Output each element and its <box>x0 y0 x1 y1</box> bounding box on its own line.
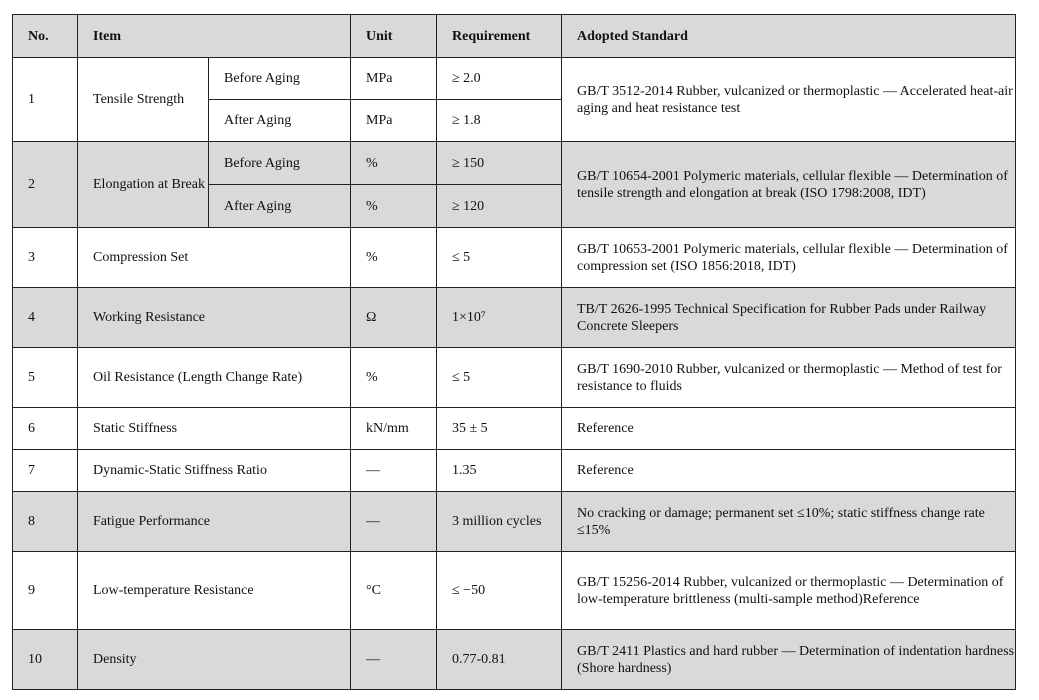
row-unit: % <box>351 185 437 228</box>
row-item: Low-temperature Resistance <box>78 552 351 630</box>
row-item: Working Resistance <box>78 288 351 348</box>
row-unit: MPa <box>351 100 437 142</box>
row-standard: GB/T 2411 Plastics and hard rubber — Determination of indentation hardness (Shore hardness) <box>562 630 1016 690</box>
table-row <box>13 492 1016 552</box>
row-item: Static Stiffness <box>78 408 351 450</box>
table-row <box>13 630 1016 690</box>
row-no: 3 <box>13 228 78 288</box>
row-unit: % <box>351 348 437 408</box>
row-item: Fatigue Performance <box>78 492 351 552</box>
row-standard: GB/T 1690-2010 Rubber, vulcanized or thermoplastic — Method of test for resistance to fluids <box>562 348 1016 408</box>
row-standard: Reference <box>562 450 1016 492</box>
table-row <box>13 228 1016 288</box>
row-requirement: ≥ 1.8 <box>437 100 562 142</box>
row-no: 6 <box>13 408 78 450</box>
row-requirement: 0.77-0.81 <box>437 630 562 690</box>
row-unit: °C <box>351 552 437 630</box>
row-unit: % <box>351 228 437 288</box>
row-no: 10 <box>13 630 78 690</box>
row-requirement: ≥ 2.0 <box>437 58 562 100</box>
row-requirement: 3 million cycles <box>437 492 562 552</box>
row-no: 9 <box>13 552 78 630</box>
standards-table <box>12 14 1016 690</box>
table-row <box>13 58 1016 100</box>
row-no: 7 <box>13 450 78 492</box>
row-requirement: 35 ± 5 <box>437 408 562 450</box>
row-unit: MPa <box>351 58 437 100</box>
row-no: 8 <box>13 492 78 552</box>
row-requirement: ≤ 5 <box>437 228 562 288</box>
table-row <box>13 408 1016 450</box>
row-subitem: After Aging <box>209 185 351 228</box>
row-unit: Ω <box>351 288 437 348</box>
row-item: Oil Resistance (Length Change Rate) <box>78 348 351 408</box>
row-standard: TB/T 2626-1995 Technical Specification for Rubber Pads under Railway Concrete Sleepers <box>562 288 1016 348</box>
row-standard: No cracking or damage; permanent set ≤10%; static stiffness change rate ≤15% <box>562 492 1016 552</box>
header-unit: Unit <box>351 15 437 58</box>
row-item: Tensile Strength <box>78 58 209 142</box>
table-row <box>13 450 1016 492</box>
row-requirement: ≤ −50 <box>437 552 562 630</box>
row-standard: GB/T 10654-2001 Polymeric materials, cellular flexible — Determination of tensile strength and elongation at break (ISO 1798:2008, IDT) <box>562 142 1016 228</box>
row-requirement: ≥ 150 <box>437 142 562 185</box>
row-requirement: ≤ 5 <box>437 348 562 408</box>
header-no: No. <box>13 15 78 58</box>
header-row <box>13 15 1016 58</box>
table-row <box>13 288 1016 348</box>
row-requirement: 1×10⁷ <box>437 288 562 348</box>
table-row <box>13 142 1016 185</box>
header-item: Item <box>78 15 351 58</box>
row-standard: Reference <box>562 408 1016 450</box>
row-no: 1 <box>13 58 78 142</box>
row-unit: — <box>351 630 437 690</box>
row-item: Elongation at Break <box>78 142 209 228</box>
row-unit: — <box>351 492 437 552</box>
row-unit: kN/mm <box>351 408 437 450</box>
row-unit: — <box>351 450 437 492</box>
row-subitem: After Aging <box>209 100 351 142</box>
row-standard: GB/T 10653-2001 Polymeric materials, cellular flexible — Determination of compression set (ISO 1856:2018, IDT) <box>562 228 1016 288</box>
row-item: Density <box>78 630 351 690</box>
table-row <box>13 552 1016 630</box>
row-requirement: ≥ 120 <box>437 185 562 228</box>
row-subitem: Before Aging <box>209 58 351 100</box>
row-subitem: Before Aging <box>209 142 351 185</box>
row-standard: GB/T 15256-2014 Rubber, vulcanized or thermoplastic — Determination of low-temperature brittleness (multi-sample method)Reference <box>562 552 1016 630</box>
row-item: Compression Set <box>78 228 351 288</box>
row-requirement: 1.35 <box>437 450 562 492</box>
row-standard: GB/T 3512-2014 Rubber, vulcanized or thermoplastic — Accelerated heat-air aging and heat resistance test <box>562 58 1016 142</box>
row-unit: % <box>351 142 437 185</box>
row-no: 2 <box>13 142 78 228</box>
table-row <box>13 348 1016 408</box>
row-no: 4 <box>13 288 78 348</box>
row-item: Dynamic-Static Stiffness Ratio <box>78 450 351 492</box>
header-standard: Adopted Standard <box>562 15 1016 58</box>
row-no: 5 <box>13 348 78 408</box>
header-requirement: Requirement <box>437 15 562 58</box>
